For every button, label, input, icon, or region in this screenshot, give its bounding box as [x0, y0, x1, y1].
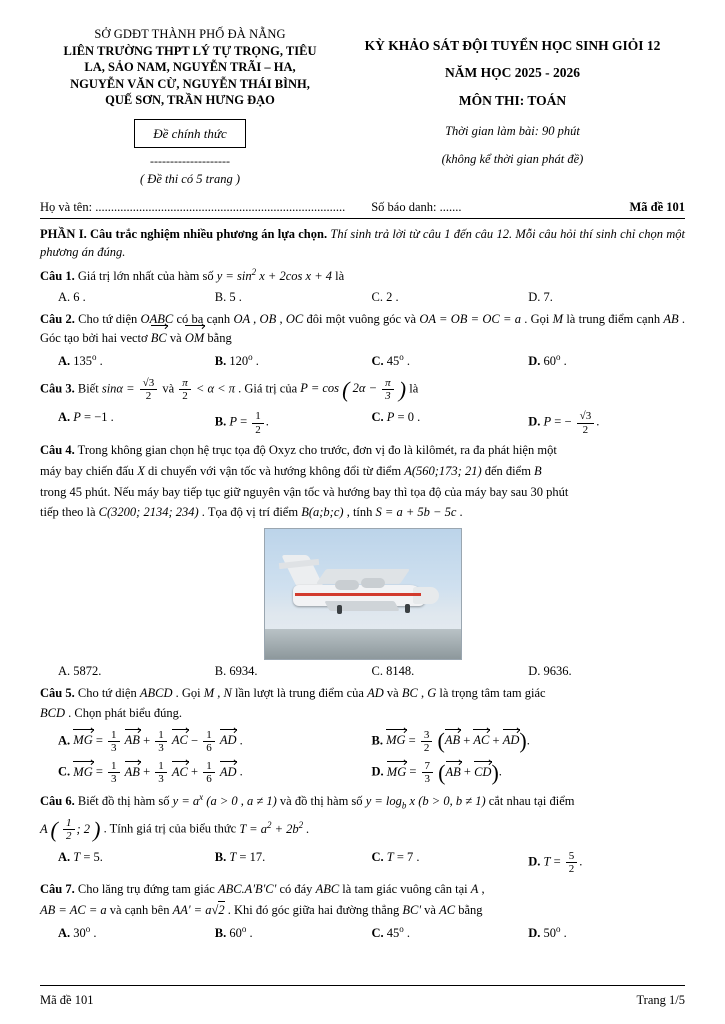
q5-point-g: G: [427, 686, 437, 701]
q7-l1a: Cho lăng trụ đứng tam giác: [77, 882, 215, 897]
aircraft-landing-gear-1: [337, 605, 342, 614]
answer-d[interactable]: D. P = − $\frac{√3}{2}$ .: [528, 410, 600, 436]
q5-points-mn: M , N: [203, 686, 232, 701]
answer-d[interactable]: D. 50$^o$ .: [528, 923, 567, 940]
question-2-t7: và: [169, 330, 182, 345]
question-2-v1: OABC: [140, 312, 174, 327]
q6-l1c: và đồ thị hàm số: [279, 793, 363, 808]
duration-note: (không kể thời gian phát đề): [441, 151, 584, 166]
question-7: [40, 880, 685, 899]
part-1-title-bold: PHẦN I. Câu trắc nghiệm nhiều phương án lựa chọn.: [40, 226, 328, 241]
duration: Thời gian làm bài: 90 phút: [445, 123, 580, 138]
q4-point-a: A(560;173; 21): [404, 463, 482, 478]
exam-code-label: Mã đề 101: [629, 199, 685, 214]
question-4-answers: [40, 664, 685, 679]
q6-func-log: $y = \log_b x$ (b > 0, b ≠ 1): [365, 793, 486, 811]
answer-d[interactable]: D. MG = $\frac{7}{3}$ (AB + CD).: [371, 760, 502, 786]
answer-b[interactable]: B. MG = $\frac{3}{2}$ (AB + AC + AD).: [371, 728, 530, 754]
page-count-note: ( Đề thi có 5 trang ): [140, 172, 240, 187]
q6-point-a: A ( $\frac{1}{2}$ ; 2 ): [40, 816, 101, 843]
q5-l1e: lần lượt là trung điểm của: [234, 686, 364, 701]
question-7-line2: [40, 901, 685, 920]
q7-l1g: ,: [481, 882, 485, 897]
q4-l4c: . Tọa độ vị trí điểm: [201, 505, 299, 520]
question-2-v5: AB: [663, 312, 679, 327]
question-1-answers: [40, 290, 685, 305]
footer-exam-code: Mã đề 101: [40, 993, 94, 1007]
question-6-answers: [40, 850, 685, 876]
question-3: [40, 377, 685, 403]
question-5-number: Câu 5.: [40, 686, 75, 701]
question-6-number: Câu 6.: [40, 793, 75, 808]
question-4-figure: [40, 528, 685, 660]
q6-l1a: Biết đồ thị hàm số: [77, 793, 170, 808]
question-2-t6: . Góc tạo bởi hai vectơ: [40, 312, 686, 345]
question-2-t5: là trung điểm cạnh: [566, 312, 661, 327]
q7-edge-aa: AA' = a√2: [172, 902, 225, 917]
question-5-line2: [40, 704, 685, 723]
question-1-tail: là: [335, 269, 345, 284]
q7-l2h: bằng: [458, 902, 483, 917]
footer-page-number: Trang 1/5: [636, 993, 685, 1007]
question-2-v4: M: [552, 312, 564, 327]
question-5: [40, 684, 685, 703]
answer-b[interactable]: B. 60$^o$ .: [214, 923, 253, 940]
q7-l2d: . Khi đó góc giữa hai đường thẳng: [227, 902, 400, 917]
q4-point-b: B: [534, 463, 542, 478]
issuing-authority-line-2: LIÊN TRƯỜNG THPT LÝ TỰ TRỌNG, TIÊU: [63, 43, 317, 58]
question-2-vector-bc: BC: [151, 329, 167, 348]
q4-l2a: máy bay chiến đấu: [40, 463, 135, 478]
question-6: [40, 791, 685, 813]
q7-eq-ab-ac: AB = AC = a: [40, 902, 107, 917]
question-4-line2: [40, 462, 685, 481]
question-7-answers: [40, 924, 685, 941]
q5-l1k: là trọng tâm tam giác: [439, 686, 546, 701]
q6-expr-t: $T = a^2 + 2b^2$ .: [239, 819, 310, 836]
answer-c[interactable]: C. P = 0 .: [371, 410, 421, 425]
question-3-t1: Biết: [77, 381, 99, 396]
q7-vertex-a: A: [470, 882, 479, 897]
answer-b[interactable]: B. 120$^o$ .: [214, 351, 259, 368]
answer-d[interactable]: D. 9636.: [528, 664, 572, 679]
question-3-t3: . Giá trị của: [238, 381, 298, 396]
q7-l2f: và: [424, 902, 436, 917]
answer-b[interactable]: B. T = 17.: [214, 849, 266, 864]
aircraft-landing-gear-2: [405, 604, 410, 613]
q5-l1c: . Gọi: [175, 686, 201, 701]
question-2-t8: bằng: [207, 330, 232, 345]
q5-seg-bc: BC: [401, 686, 418, 701]
answer-d[interactable]: D. 7.: [528, 290, 553, 305]
question-1-number: Câu 1.: [40, 269, 75, 284]
answer-a[interactable]: A. 6 .: [58, 290, 86, 305]
answer-b[interactable]: B. P = $\frac{1}{2}$ .: [214, 410, 269, 436]
answer-c[interactable]: C. T = 7 .: [371, 849, 420, 864]
q5-tri-bcd: BCD: [40, 705, 65, 720]
question-2-vector-om: OM: [185, 329, 204, 348]
question-3-fraction-pi-2: $\frac{\pi}{2}$: [179, 377, 191, 403]
part-1-heading: [40, 225, 685, 261]
name-field-label[interactable]: Họ và tên: ................................................................................: [40, 199, 346, 214]
question-1-text: Giá trị lớn nhất của hàm số: [77, 269, 214, 284]
q5-l1a: Cho tứ diện: [77, 686, 137, 701]
answer-a[interactable]: A. 30$^o$ .: [58, 923, 97, 940]
question-3-math-sin: sinα =: [101, 381, 135, 396]
q5-l1i: ,: [420, 686, 425, 701]
q5-seg-ad: AD: [367, 686, 384, 701]
question-2: [40, 310, 685, 348]
question-3-ineq: < α < π: [195, 381, 235, 396]
answer-b[interactable]: B. 6934.: [214, 664, 258, 679]
question-4-line3: [40, 483, 685, 502]
school-year: NĂM HỌC 2025 - 2026: [445, 64, 580, 80]
page-footer: [40, 993, 685, 1008]
question-2-t2: có ba cạnh: [176, 312, 231, 327]
answer-c[interactable]: C. 2 .: [371, 290, 399, 305]
q6-func-exp: $y = a^x$ (a > 0 , a ≠ 1): [172, 791, 277, 808]
answer-c[interactable]: C. 8148.: [371, 664, 415, 679]
q4-l4g: .: [459, 505, 463, 520]
q7-l1c: có đáy: [279, 882, 313, 897]
answer-a[interactable]: A. 135$^o$ .: [58, 351, 103, 368]
document-header: [40, 26, 685, 188]
aircraft-wing-near: [324, 601, 399, 611]
aircraft-engine-2: [361, 578, 385, 588]
q4-l2c: di chuyển với vận tốc và hướng không đổi từ điểm: [147, 463, 402, 478]
question-3-fraction-sqrt3-2: $\frac{√3}{2}$: [140, 377, 158, 403]
q6-l1e: cắt nhau tại điểm: [488, 793, 575, 808]
sbd-field-label[interactable]: Số báo danh: .......: [371, 199, 462, 214]
question-4-line1: Trong không gian chọn hệ trục tọa độ Oxyz cho trước, đơn vị đo là kilômét, ra đa phát hiện một: [77, 443, 557, 458]
q4-l2e: đến điểm: [484, 463, 531, 478]
q4-l3a: trong 45 phút. Nếu máy bay tiếp tục giữ nguyên vận tốc và hướng bay thì tọa độ của máy bay sau 30 phút: [40, 484, 569, 499]
q4-expr-s: S = a + 5b − 5c: [375, 505, 457, 520]
question-3-expr-P: P = cos ( 2α − $\frac{\pi}{3}$ ): [300, 376, 407, 403]
q7-line-ac: AC: [439, 902, 456, 917]
q7-l1e: là tam giác vuông cân tại: [342, 882, 468, 897]
official-exam-box: Đề chính thức: [134, 119, 246, 148]
answer-c[interactable]: C. 45$^o$ .: [371, 923, 411, 940]
question-4-line4: [40, 503, 685, 522]
candidate-info-line: [40, 200, 685, 215]
runway-ground: [265, 629, 461, 659]
question-2-t1: Cho tứ diện: [78, 312, 138, 327]
q4-l4e: , tính: [346, 505, 373, 520]
question-2-v2: OA , OB , OC: [233, 312, 304, 327]
aircraft-livery-stripe: [295, 593, 421, 596]
part-1-title-italic: Thí sinh trả lời từ câu 1 đến câu 12. Mỗi câu hỏi thí sinh chỉ chọn một phương án đúng.: [40, 226, 686, 260]
header-left-block: [40, 26, 340, 188]
question-5-answers-row-1: [40, 729, 685, 755]
question-3-answers: [40, 410, 685, 436]
question-2-v3: OA = OB = OC = a: [419, 312, 521, 327]
answer-a[interactable]: A. 5872.: [58, 664, 102, 679]
issuing-authority-line-1: SỞ GDĐT THÀNH PHỐ ĐÀ NẴNG: [94, 27, 286, 41]
question-2-t3: đôi một vuông góc và: [306, 312, 417, 327]
divider-dashes: --------------------: [150, 153, 230, 168]
question-3-t2: và: [162, 381, 175, 396]
header-right-block: [340, 26, 685, 168]
issuing-authority-line-4: NGUYỄN VĂN CỪ, NGUYỄN THÁI BÌNH,: [70, 76, 310, 91]
aircraft-engine-1: [335, 580, 359, 590]
question-1-math: $y = \sin^2 x + 2\cos$ x + 4: [216, 267, 336, 284]
answer-c[interactable]: C. MG = $\frac{1}{3}$ AB + $\frac{1}{3}$ AC + $\frac{1}{6}$ AD .: [58, 760, 243, 786]
q7-l2b: và cạnh bên: [109, 902, 170, 917]
q5-tetra: ABCD: [139, 686, 173, 701]
question-2-t4: . Gọi: [524, 312, 550, 327]
question-3-t4: là: [409, 381, 419, 396]
question-5-answers-row-2: [40, 760, 685, 786]
q7-line-bc: BC': [402, 902, 422, 917]
answer-c[interactable]: C. 45$^o$ .: [371, 351, 411, 368]
q4-l4a: tiếp theo là: [40, 505, 96, 520]
aircraft-photo: [264, 528, 462, 660]
footer-rule: [40, 985, 685, 986]
issuing-authority-line-3: LA, SẢO NAM, NGUYỄN TRÃI – HA,: [84, 60, 296, 74]
answer-b[interactable]: B. 5 .: [214, 290, 242, 305]
answer-a[interactable]: A. T = 5.: [58, 849, 103, 864]
answer-a[interactable]: A. P = −1 .: [58, 410, 114, 425]
question-2-number: Câu 2.: [40, 312, 75, 327]
question-1: [40, 266, 685, 286]
q7-base: ABC: [315, 882, 340, 897]
q5-l2b: . Chọn phát biểu đúng.: [68, 705, 183, 720]
q5-l1g: và: [386, 686, 399, 701]
question-4-number: Câu 4.: [40, 443, 75, 458]
q7-prism: ABC.A'B'C': [217, 882, 277, 897]
answer-a[interactable]: A. MG = $\frac{1}{3}$ AB + $\frac{1}{3}$ AC − $\frac{1}{6}$ AD .: [58, 728, 243, 754]
subject: MÔN THI: TOÁN: [458, 93, 567, 109]
q4-l2b: X: [137, 463, 145, 478]
question-3-number: Câu 3.: [40, 381, 75, 396]
answer-d[interactable]: D. 60$^o$ .: [528, 351, 567, 368]
q4-point-b-coords: B(a;b;c): [301, 505, 344, 520]
question-6-line2: [40, 817, 685, 843]
header-rule: [40, 218, 685, 219]
answer-d[interactable]: D. T = $\frac{5}{2}$ .: [528, 849, 583, 875]
question-4: [40, 441, 685, 460]
q6-l2b: . Tính giá trị của biểu thức: [103, 821, 237, 836]
question-7-number: Câu 7.: [40, 882, 75, 897]
q4-point-c: C(3200; 2134; 234): [98, 505, 199, 520]
exam-title: KỲ KHẢO SÁT ĐỘI TUYỂN HỌC SINH GIỎI 12: [364, 38, 661, 53]
issuing-authority-line-5: QUẾ SƠN, TRẦN HƯNG ĐẠO: [105, 93, 275, 107]
question-2-answers: [40, 352, 685, 369]
